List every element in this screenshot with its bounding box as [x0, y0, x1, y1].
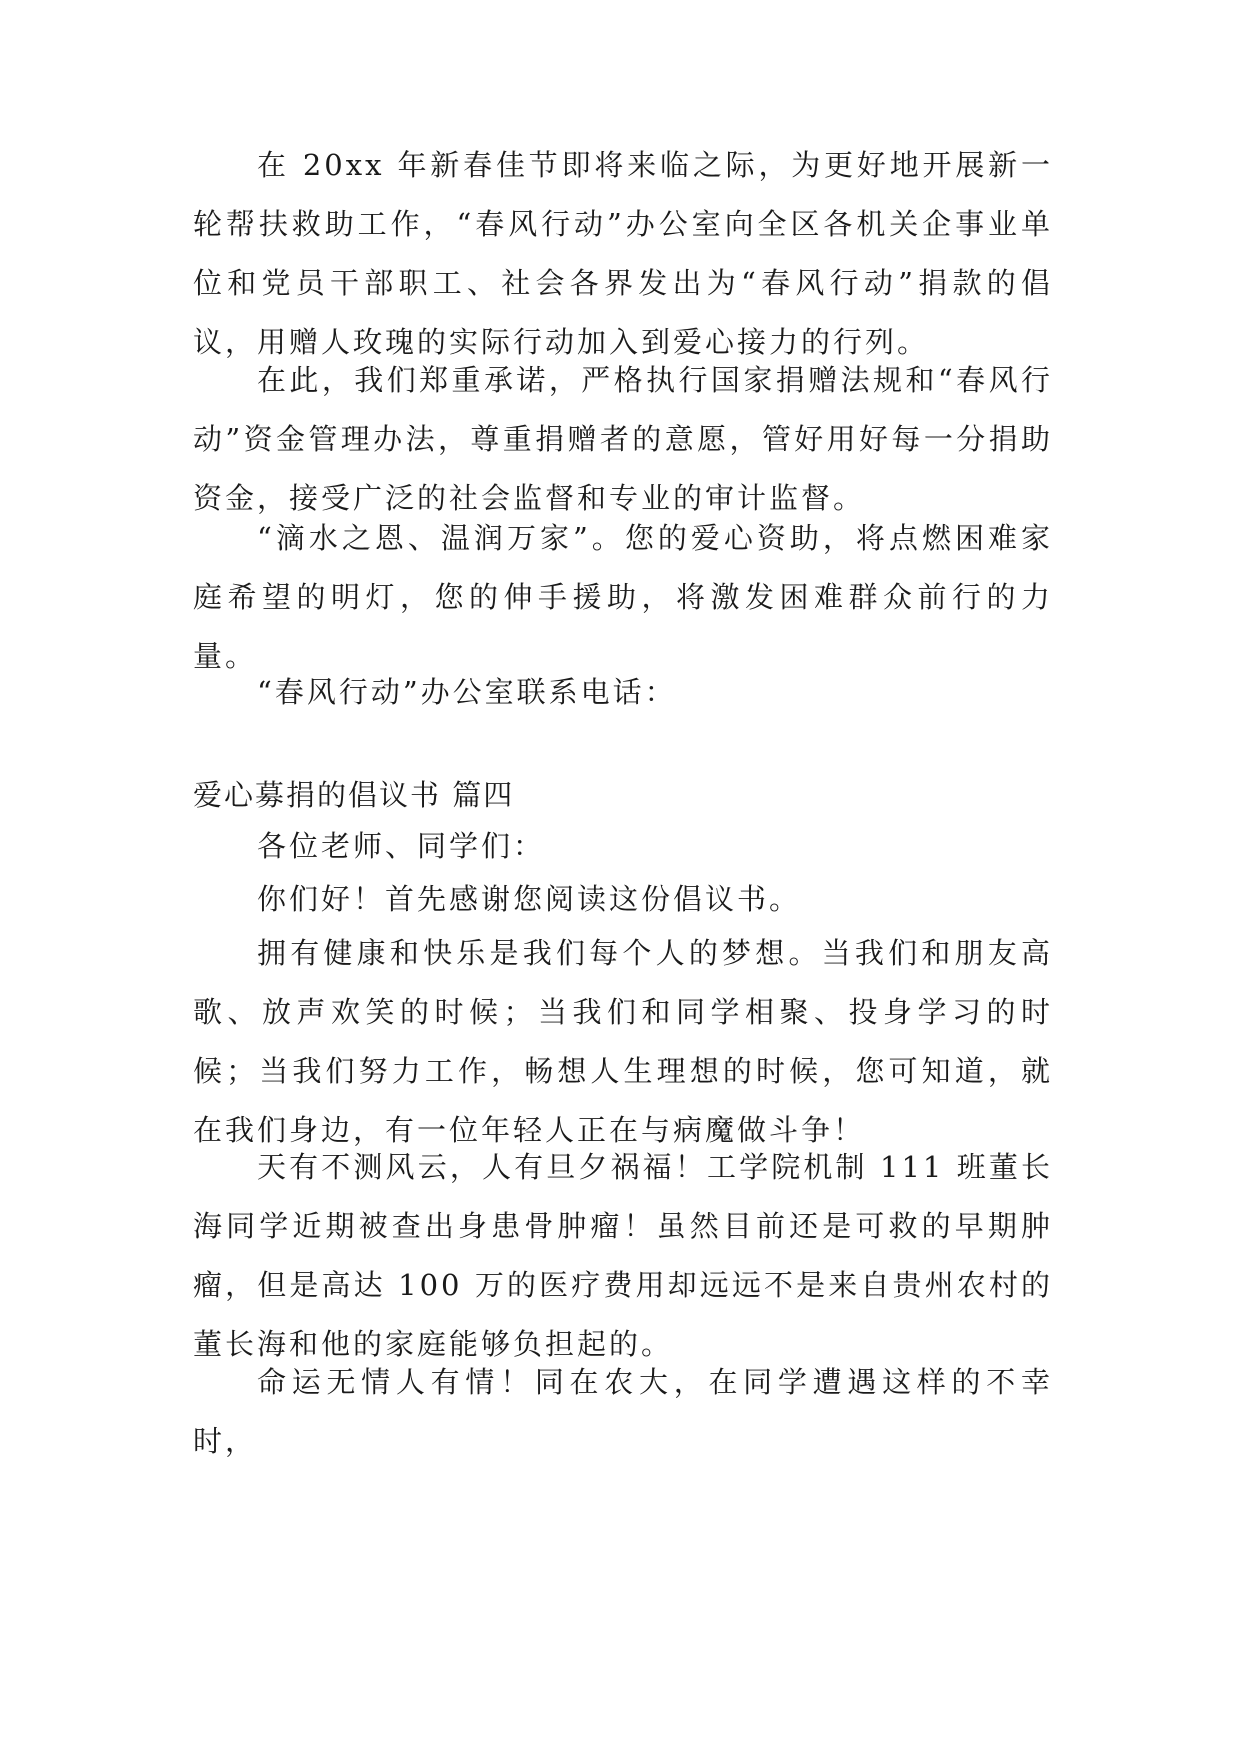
paragraph-salutation: 各位老师、同学们：: [257, 829, 546, 863]
paragraph-greeting: 你们好！首先感谢您阅读这份倡议书。: [257, 882, 802, 916]
paragraph-health-dream: 拥有健康和快乐是我们每个人的梦想。当我们和朋友高歌、放声欢笑的时候；当我们和同学相聚、投身学习的时候；当我们努力工作，畅想人生理想的时候，您可知道，就在我们身边，有一位年轻人正在与病魔做斗争！: [193, 936, 1053, 1147]
paragraph-contact-phone: “春风行动”办公室联系电话：: [257, 675, 677, 709]
paragraph-commitment: 在此，我们郑重承诺，严格执行国家捐赠法规和“春风行动”资金管理办法，尊重捐赠者的意愿，管好用好每一分捐助资金，接受广泛的社会监督和专业的审计监督。: [193, 363, 1053, 515]
paragraph-kindness: “滴水之恩、温润万家”。您的爱心资助，将点燃困难家庭希望的明灯，您的伸手援助，将激发困难群众前行的力量。: [193, 521, 1053, 673]
paragraph-fate-compassion: 命运无情人有情！同在农大，在同学遭遇这样的不幸时，: [193, 1365, 1053, 1458]
paragraph-new-year-initiative: 在 20xx 年新春佳节即将来临之际，为更好地开展新一轮帮扶救助工作，“春风行动”办公室向全区各机关企事业单位和党员干部职工、社会各界发出为“春风行动”捐款的倡议，用赠人玫瑰的实际行动加入到爱心接力的行列。: [193, 148, 1053, 359]
paragraph-illness-story: 天有不测风云，人有旦夕祸福！工学院机制 111 班董长海同学近期被查出身患骨肿瘤！虽然目前还是可救的早期肿瘤，但是高达 100 万的医疗费用却远远不是来自贵州农村的董长海和他的家庭能够负担起的。: [193, 1150, 1053, 1361]
section-heading-part-four: 爱心募捐的倡议书 篇四: [193, 778, 515, 812]
